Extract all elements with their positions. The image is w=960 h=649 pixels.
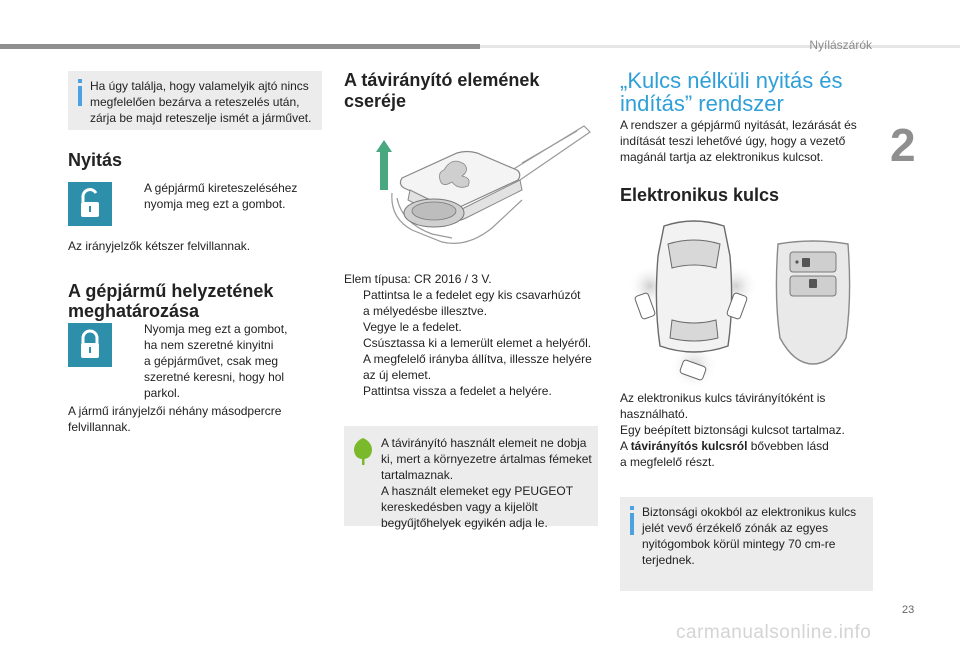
nyitas-heading: Nyitás (68, 150, 123, 170)
ekey-reference (620, 439, 829, 455)
ekey-reference-line2: a megfelelő részt. (620, 455, 715, 469)
electronic-key-fob-illustration (772, 238, 854, 366)
step2-line1: Vegye le a fedelet. (363, 320, 462, 334)
header-bar (0, 44, 480, 49)
car-sensor-zones-illustration (624, 216, 760, 386)
keyless-intro-line1: A rendszer a gépjármű nyitását, lezárását és (620, 118, 857, 132)
eco-note-line2: ki, mert a környezetre ártalmas fémeket (381, 452, 592, 466)
battery-heading-line2: cseréje (344, 91, 407, 111)
locate-heading-line1: A gépjármű helyzetének (68, 281, 274, 301)
safety-note-line2: jelét vevő érzékelő zónák az egyes (642, 521, 829, 535)
eco-note-line1: A távirányító használt elemeit ne dobja (381, 436, 587, 450)
keyless-heading-line1: „Kulcs nélküli nyitás és (620, 68, 843, 93)
locate-step-line5: parkol. (144, 386, 181, 400)
section-title: Nyílászárók (809, 38, 872, 52)
step4-line2: az új elemet. (363, 368, 432, 382)
info-icon-bar (630, 513, 634, 535)
battery-heading-line1: A távirányító elemének (344, 70, 540, 90)
step5-line1: Pattintsa vissza a fedelet a helyére. (363, 384, 552, 398)
info-icon (78, 79, 82, 83)
eco-note-line6: begyűjtőhelyek egyikén adja le. (381, 516, 548, 530)
step1-line1: Pattintsa le a fedelet egy kis csavarhúzót (363, 288, 581, 302)
header-bar-light (480, 45, 960, 48)
step4-line1: A megfelelő irányba állítva, illessze helyére (363, 352, 592, 366)
eco-note-line4: A használt elemeket egy PEUGEOT (381, 484, 574, 498)
ekey-text-line2: használható. (620, 407, 689, 421)
door-note-line2: megfelelően bezárva a reteszelés után, (90, 95, 300, 109)
door-note-line3: zárja be majd reteszelje ismét a járművet. (90, 111, 312, 125)
locate-step-line3: a gépjárművet, csak meg (144, 354, 279, 368)
page-number: 23 (902, 604, 915, 616)
safety-note-line4: terjednek. (642, 553, 695, 567)
ekey-heading: Elektronikus kulcs (620, 185, 780, 205)
ekey-text-line1: Az elektronikus kulcs távirányítóként is (620, 391, 826, 405)
nyitas-step-line1: A gépjármű kireteszeléséhez (144, 181, 298, 195)
step1-line2: a mélyedésbe illesztve. (363, 304, 488, 318)
eco-note-line3: tartalmaznak. (381, 468, 454, 482)
remote-key-illustration (372, 118, 592, 248)
ekey-ref-prefix: A (620, 439, 631, 453)
lock-button-icon (68, 323, 112, 367)
ekey-ref-suffix: bővebben lásd (747, 439, 829, 453)
step3-line1: Csúsztassa ki a lemerült elemet a helyéről. (363, 336, 592, 350)
watermark: carmanualsonline.info (676, 622, 872, 643)
eco-leaf-icon (350, 436, 376, 466)
keyless-heading-line2: indítás” rendszer (620, 91, 784, 116)
safety-note-line3: nyitógombok körül mintegy 70 cm-re (642, 537, 836, 551)
keyless-intro-line3: magánál tartja az elektronikus kulcsot. (620, 150, 824, 164)
info-icon-bar (78, 86, 82, 106)
locate-step-line1: Nyomja meg ezt a gombot, (144, 322, 288, 336)
locate-result-line1: A jármű irányjelzői néhány másodpercre (68, 404, 282, 418)
eco-note-line5: kereskedésben vagy a kijelölt (381, 500, 538, 514)
info-icon (630, 506, 634, 510)
door-note-line1: Ha úgy találja, hogy valamelyik ajtó nincs (90, 79, 309, 93)
nyitas-step-line2: nyomja meg ezt a gombot. (144, 197, 286, 211)
keyless-intro-line2: indítását teszi lehetővé úgy, hogy a vezető (620, 134, 846, 148)
locate-result-line2: felvillannak. (68, 420, 131, 434)
chapter-number: 2 (890, 119, 916, 171)
safety-note-line1: Biztonsági okokból az elektronikus kulcs (642, 505, 857, 519)
battery-type: Elem típusa: CR 2016 / 3 V. (344, 272, 492, 286)
locate-step-line2: ha nem szeretné kinyitni (144, 338, 274, 352)
ekey-text-line3: Egy beépített biztonsági kulcsot tartalmaz. (620, 423, 845, 437)
ekey-ref-bold: távirányítós kulcsról (630, 439, 748, 453)
unlock-button-icon (68, 182, 112, 226)
locate-heading-line2: meghatározása (68, 301, 200, 321)
locate-step-line4: szeretné keresni, hogy hol (144, 370, 285, 384)
nyitas-result: Az irányjelzők kétszer felvillannak. (68, 239, 251, 253)
